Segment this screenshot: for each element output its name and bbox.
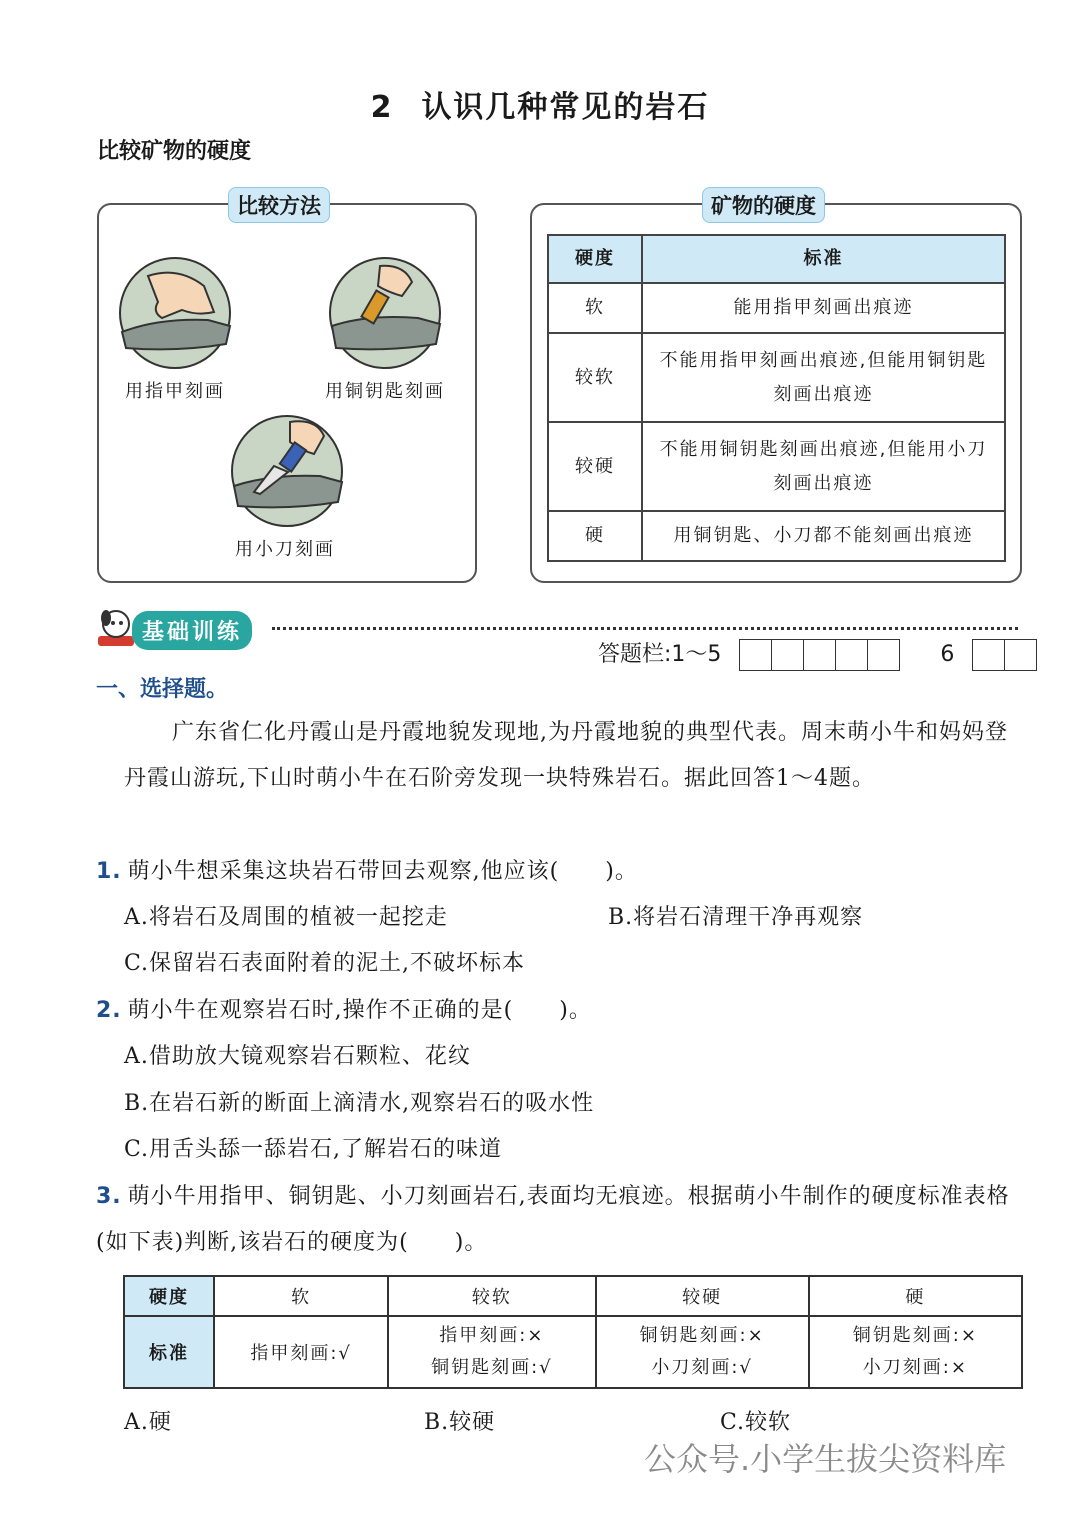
option-2a: A.借助放大镜观察岩石颗粒、花纹 <box>124 1044 471 1069</box>
criterion: 铜钥匙刻画:× <box>852 1325 978 1346</box>
hardness-level: 较硬 <box>548 422 642 511</box>
answer-box[interactable] <box>868 639 900 671</box>
criterion: 小刀刻画:√ <box>651 1357 753 1378</box>
std-criteria <box>214 1316 388 1388</box>
answer-label-6: 6 <box>940 642 955 667</box>
option-3b: B.较硬 <box>424 1410 496 1435</box>
option-2b: B.在岩石新的断面上滴清水,观察岩石的吸水性 <box>124 1091 595 1116</box>
question-number: 2. <box>96 998 122 1023</box>
option-1c: C.保留岩石表面附着的泥土,不破坏标本 <box>124 951 526 976</box>
method-label-knife: 用小刀刻画 <box>235 539 335 560</box>
hardness-standard: 用铜钥匙、小刀都不能刻画出痕迹 <box>642 511 1005 561</box>
std-level: 硬 <box>809 1276 1022 1316</box>
methods-panel-tag: 比较方法 <box>228 187 330 223</box>
option-3a: A.硬 <box>124 1410 172 1435</box>
hardness-standard: 不能用铜钥匙刻画出痕迹,但能用小刀刻画出痕迹 <box>642 422 1005 511</box>
watermark: 公众号.小学生拔尖资料库 <box>644 1440 1007 1478</box>
hardness-standard-table <box>123 1275 1023 1389</box>
copper-key-scratch-illustration <box>328 256 444 372</box>
question-number: 1. <box>96 859 122 884</box>
hardness-table <box>547 234 1006 562</box>
hardness-level: 硬 <box>548 511 642 561</box>
question-1 <box>96 849 1026 895</box>
hardness-header-level: 硬度 <box>548 235 642 283</box>
hardness-standard: 能用指甲刻画出痕迹 <box>642 283 1005 333</box>
option-3c: C.较软 <box>720 1410 792 1435</box>
question-2 <box>96 988 1026 1034</box>
answer-box[interactable] <box>739 639 772 671</box>
question-3 <box>96 1174 1031 1266</box>
option-1a: A.将岩石及周围的植被一起挖走 <box>124 905 448 930</box>
std-criteria <box>596 1316 809 1388</box>
reading-passage: 广东省仁化丹霞山是丹霞地貌发现地,为丹霞地貌的典型代表。周末萌小牛和妈妈登丹霞山游玩,下山时萌小牛在石阶旁发现一块特殊岩石。据此回答1～4题。 <box>124 720 1008 791</box>
option-1b: B.将岩石清理干净再观察 <box>608 905 864 930</box>
criterion: 指甲刻画:× <box>439 1325 545 1346</box>
question-stem: 萌小牛在观察岩石时,操作不正确的是( )。 <box>127 998 592 1023</box>
hardness-panel-tag: 矿物的硬度 <box>702 187 825 223</box>
std-header-hardness: 硬度 <box>124 1276 214 1316</box>
hardness-level: 软 <box>548 283 642 333</box>
answer-box[interactable] <box>804 639 836 671</box>
method-label-copper-key: 用铜钥匙刻画 <box>325 381 445 402</box>
dog-mascot-icon <box>96 606 136 648</box>
lesson-number: 2 <box>370 90 394 125</box>
answer-label: 答题栏:1～5 <box>598 642 722 667</box>
section-subtitle: 比较矿物的硬度 <box>97 139 252 164</box>
training-badge: 基础训练 <box>132 611 252 650</box>
page-title <box>0 82 1080 126</box>
answer-box[interactable] <box>772 639 804 671</box>
std-level: 较硬 <box>596 1276 809 1316</box>
std-criteria <box>809 1316 1022 1388</box>
lesson-title: 认识几种常见的岩石 <box>421 90 710 125</box>
std-header-standard: 标准 <box>124 1316 214 1388</box>
dotted-divider <box>272 627 1018 630</box>
answer-box[interactable] <box>836 639 868 671</box>
answer-box[interactable] <box>1005 639 1037 671</box>
std-level: 软 <box>214 1276 388 1316</box>
option-2c: C.用舌头舔一舔岩石,了解岩石的味道 <box>124 1137 503 1162</box>
answer-bar <box>598 638 1037 672</box>
knife-scratch-illustration <box>230 414 346 530</box>
criterion: 铜钥匙刻画:√ <box>431 1357 553 1378</box>
hardness-header-standard: 标准 <box>642 235 1005 283</box>
fingernail-scratch-illustration <box>118 256 234 372</box>
criterion: 铜钥匙刻画:× <box>639 1325 765 1346</box>
std-criteria <box>388 1316 595 1388</box>
criterion: 小刀刻画:× <box>862 1357 968 1378</box>
std-level: 较软 <box>388 1276 595 1316</box>
criterion: 指甲刻画:√ <box>250 1343 352 1364</box>
question-stem: 萌小牛想采集这块岩石带回去观察,他应该( )。 <box>127 859 638 884</box>
answer-box[interactable] <box>972 639 1005 671</box>
question-number: 3. <box>96 1184 122 1209</box>
section-heading: 一、选择题。 <box>96 677 229 702</box>
method-label-fingernail: 用指甲刻画 <box>125 381 225 402</box>
hardness-standard: 不能用指甲刻画出痕迹,但能用铜钥匙刻画出痕迹 <box>642 333 1005 422</box>
hardness-level: 较软 <box>548 333 642 422</box>
question-stem: 萌小牛用指甲、铜钥匙、小刀刻画岩石,表面均无痕迹。根据萌小牛制作的硬度标准表格(如下表)判断,该岩石的硬度为( )。 <box>96 1184 1010 1255</box>
